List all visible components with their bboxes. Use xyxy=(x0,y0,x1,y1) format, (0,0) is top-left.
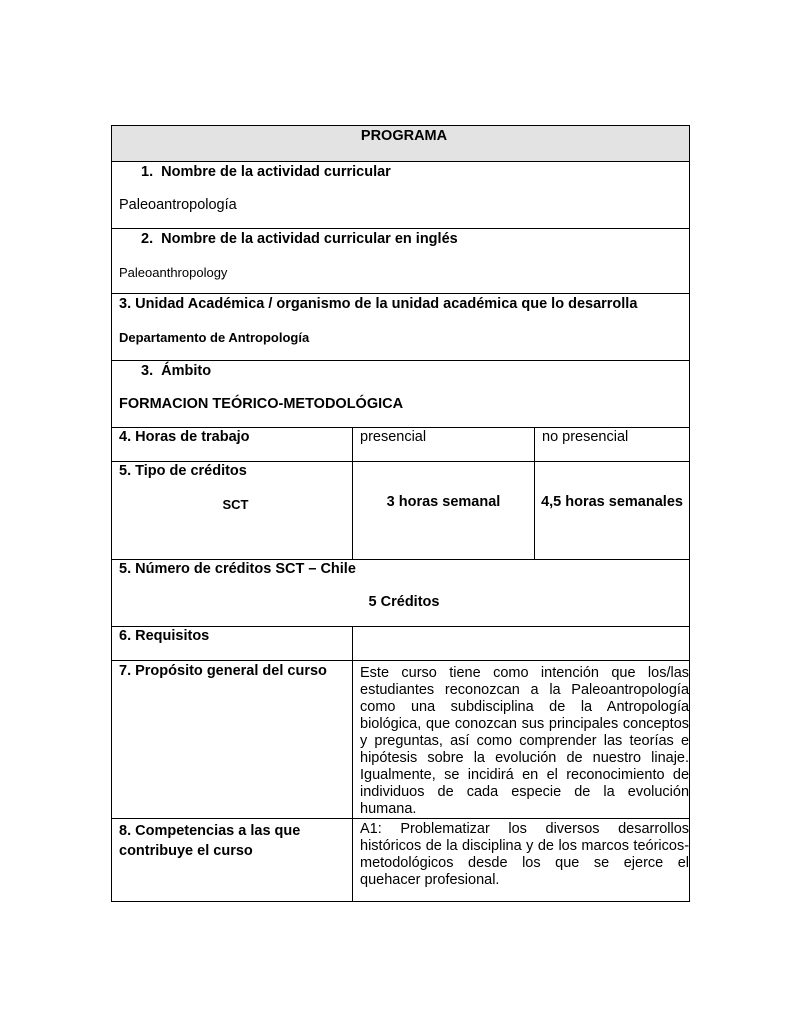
section-7-label: 7. Propósito general del curso xyxy=(112,661,353,819)
section-5-cell xyxy=(112,462,353,560)
section-5-row xyxy=(112,462,690,560)
section-4-presencial: presencial xyxy=(353,428,535,462)
header-row xyxy=(112,126,690,162)
section-5-label: 5. Tipo de créditos xyxy=(119,463,247,479)
section-4-no-presencial: no presencial xyxy=(535,428,690,462)
section-4-label: 4. Horas de trabajo xyxy=(112,428,353,462)
section-7-row xyxy=(112,661,690,819)
section-ambito-row xyxy=(112,361,690,428)
section-8-value: A1: Problematizar los diversos desarrollos históricos de la disciplina y de los marcos teóricos-metodológicos desde los que se ejerce el quehacer profesional. xyxy=(353,819,690,902)
section-4-row xyxy=(112,428,690,462)
section-5b-value: 5 Créditos xyxy=(368,594,440,610)
section-2-cell xyxy=(112,229,690,294)
section-5-hours-no-presencial: 4,5 horas semanales xyxy=(535,462,690,560)
section-2-value: Paleoanthropology xyxy=(119,265,228,280)
section-2-row xyxy=(112,229,690,294)
section-8-row xyxy=(112,819,690,902)
section-2-title: 2. Nombre de la actividad curricular en inglés xyxy=(141,231,458,247)
section-3-cell xyxy=(112,294,690,361)
section-1-title: 1. Nombre de la actividad curricular xyxy=(141,164,391,180)
section-1-row xyxy=(112,162,690,229)
section-8-label: 8. Competencias a las que contribuye el curso xyxy=(112,819,353,902)
program-table xyxy=(111,125,690,902)
section-5b-cell xyxy=(112,560,690,627)
section-1-value: Paleoantropología xyxy=(119,197,237,213)
section-3-title: 3. Unidad Académica / organismo de la unidad académica que lo desarrolla xyxy=(119,296,638,312)
section-3-value: Departamento de Antropología xyxy=(119,330,310,345)
section-ambito-value: FORMACION TEÓRICO-METODOLÓGICA xyxy=(119,396,404,412)
section-5b-title: 5. Número de créditos SCT – Chile xyxy=(119,561,356,577)
section-ambito-cell xyxy=(112,361,690,428)
section-5-hours-presencial: 3 horas semanal xyxy=(353,462,535,560)
section-6-label: 6. Requisitos xyxy=(112,627,353,661)
section-6-row xyxy=(112,627,690,661)
section-6-value xyxy=(353,627,690,661)
program-header: PROGRAMA xyxy=(112,126,690,162)
section-ambito-title: 3. Ámbito xyxy=(141,363,212,379)
section-7-value: Este curso tiene como intención que los/las estudiantes reconozcan a la Paleoantropología como una subdisciplina de la Antropología biológica, que conozcan sus principales conceptos y preguntas, así como comprender las teorías e hipótesis sobre la evolución de nuestro linaje. Igualmente, se incidirá en el reconocimiento de individuos de cada especie de la evolución humana. xyxy=(353,661,690,819)
section-3-row xyxy=(112,294,690,361)
section-1-cell xyxy=(112,162,690,229)
section-5b-row xyxy=(112,560,690,627)
section-5-credit-type: SCT xyxy=(222,497,249,512)
